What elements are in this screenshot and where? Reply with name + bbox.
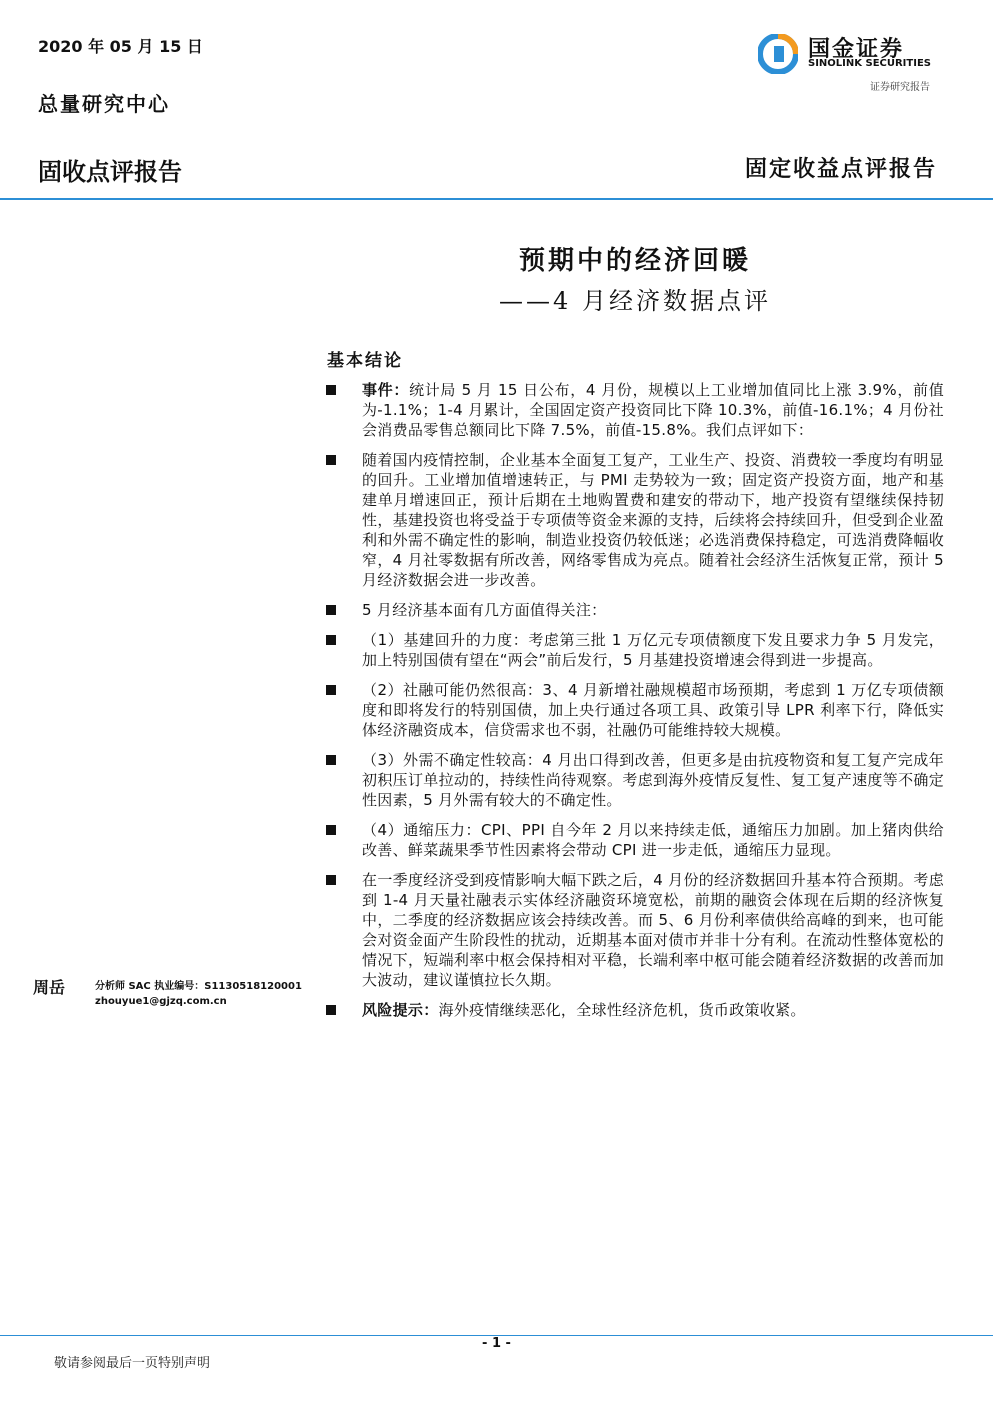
bullet-text: （2）社融可能仍然很高：3、4 月新增社融规模超市场预期，考虑到 1 万亿专项债额度和即将发行的特别国债，加上央行通过各项工具、政策引导 LPR 利率下行，降低实体经济融资成本，信贷需求也不弱，社融仍可能维持较大规模。 (362, 681, 944, 739)
report-type-right: 固定收益点评报告 (744, 156, 937, 182)
analyst-email: zhouyue1@gjzq.com.cn (95, 996, 227, 1007)
logo-name-en: SINOLINK SECURITIES (808, 58, 931, 69)
list-item (326, 680, 944, 740)
bullet-text: 统计局 5 月 15 日公布，4 月份，规模以上工业增加值同比上涨 3.9%，前值为-1.1%；1-4 月累计，全国固定资产投资同比下降 10.3%，前值-16.1%；4 月份社会消费品零售总额同比下降 7.5%，前值-15.8%。我们点评如下： (362, 381, 944, 439)
footer-disclaimer: 敬请参阅最后一页特别声明 (54, 1356, 211, 1371)
analyst-cert: 分析师 SAC 执业编号：S1130518120001 (95, 981, 302, 992)
bullet-text: 在一季度经济受到疫情影响大幅下跌之后，4 月份的经济数据回升基本符合预期。考虑到 1-4 月天量社融表示实体经济融资环境宽松，前期的融资会体现在后期的经济恢复中，二季度的经济数据应该会持续改善。而 5、6 月份利率债供给高峰的到来，也可能会对资金面产生阶段性的扰动，近期基本面对债市并非十分有利。在流动性整体宽松的情况下，短端利率中枢会保持相对平稳，长端利率中枢可能会随着经济数据的改善而加大波动，建议谨慎拉长久期。 (362, 871, 944, 989)
list-item (326, 870, 944, 990)
list-item (326, 450, 944, 590)
bullet-lead: 风险提示： (362, 1001, 439, 1019)
report-title: 预期中的经济回暖 (518, 246, 751, 276)
bullet-square-icon (326, 385, 336, 395)
bullet-square-icon (326, 605, 336, 615)
department-name: 总量研究中心 (38, 92, 170, 116)
bullet-text: 随着国内疫情控制，企业基本全面复工复产，工业生产、投资、消费较一季度均有明显的回升。工业增加值增速转正，与 PMI 走势较为一致；固定资产投资方面，地产和基建单月增速回正，预计后期在土地购置费和建安的带动下，地产投资有望继续保持韧性，基建投资也将受益于专项债等资金来源的支持，后续将会持续回升，但受到企业盈利和外需不确定性的影响，制造业投资仍较低迷；必选消费保持稳定，可选消费降幅收窄，4 月社零数据有所改善，网络零售成为亮点。随着社会经济生活恢复正常，预计 5 月经济数据会进一步改善。 (362, 451, 944, 589)
bullet-square-icon (326, 755, 336, 765)
bullet-square-icon (326, 875, 336, 885)
analyst-name: 周岳 (33, 978, 66, 997)
list-item (326, 380, 944, 440)
list-item (326, 600, 944, 620)
bullet-square-icon (326, 1005, 336, 1015)
bullet-square-icon (326, 825, 336, 835)
bullet-text: （4）通缩压力：CPI、PPI 自今年 2 月以来持续走低，通缩压力加剧。加上猪肉供给改善、鲜菜蔬果季节性因素将会带动 CPI 进一步走低，通缩压力显现。 (362, 821, 944, 859)
section-heading: 基本结论 (327, 351, 403, 371)
bullet-lead: 事件： (362, 381, 410, 399)
list-item (326, 1000, 944, 1020)
report-date: 2020 年 05 月 15 日 (38, 37, 203, 56)
logo-subtitle: 证券研究报告 (870, 82, 930, 93)
list-item (326, 750, 944, 810)
conclusion-list (326, 380, 944, 1030)
company-logo (758, 34, 948, 94)
report-subtitle: ——4 月经济数据点评 (499, 287, 771, 315)
analyst-info (95, 979, 302, 1009)
page-number: - 1 - (482, 1336, 511, 1351)
list-item (326, 820, 944, 860)
bullet-square-icon (326, 635, 336, 645)
logo-mark-icon (758, 34, 798, 74)
bullet-text: 海外疫情继续恶化，全球性经济危机，货币政策收紧。 (438, 1001, 806, 1019)
logo-name-cn: 国金证券 (808, 37, 905, 62)
bullet-square-icon (326, 685, 336, 695)
bullet-square-icon (326, 455, 336, 465)
header-divider (0, 198, 993, 200)
list-item (326, 630, 944, 670)
bullet-text: （3）外需不确定性较高：4 月出口得到改善，但更多是由抗疫物资和复工复产完成年初积压订单拉动的，持续性尚待观察。考虑到海外疫情反复性、复工复产速度等不确定性因素，5 月外需有较大的不确定性。 (362, 751, 944, 809)
bullet-text: 5 月经济基本面有几方面值得关注： (362, 601, 607, 619)
report-type-left: 固收点评报告 (38, 158, 182, 186)
bullet-text: （1）基建回升的力度：考虑第三批 1 万亿元专项债额度下发且要求力争 5 月发完，加上特别国债有望在“两会”前后发行，5 月基建投资增速会得到进一步提高。 (362, 631, 944, 669)
